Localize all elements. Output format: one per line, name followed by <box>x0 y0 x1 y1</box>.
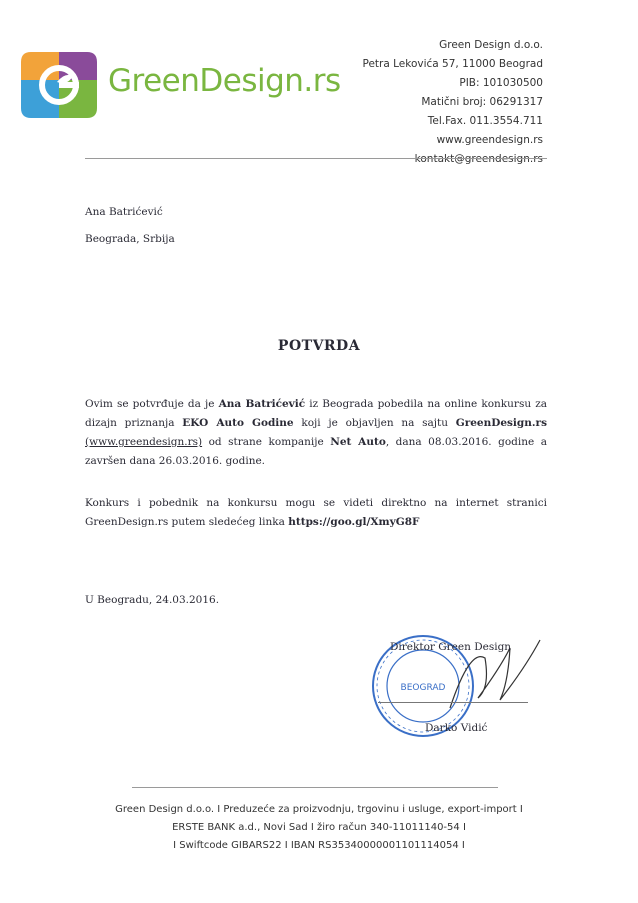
company-website: www.greendesign.rs <box>436 134 543 146</box>
signature-line <box>378 702 528 703</box>
body-paragraph-2 <box>85 494 547 532</box>
body-paragraph-1 <box>85 395 547 471</box>
site-link[interactable]: (www.greendesign.rs) <box>85 436 203 448</box>
company-registration: Matični broj: 06291317 <box>421 96 543 108</box>
document-title: POTVRDA <box>277 338 361 354</box>
brand-name: GreenDesign.rs <box>108 63 341 99</box>
footer-line-2: ERSTE BANK a.d., Novi Sad I žiro račun 340-11011140-54 I <box>172 822 466 833</box>
p1-text-4: od strane kompanije <box>202 436 331 448</box>
company-pib: PIB: 101030500 <box>459 77 543 89</box>
footer-divider <box>132 787 498 788</box>
recipient-block <box>85 206 175 260</box>
p1-text-1: Ovim se potvrđuje da je <box>85 398 219 410</box>
p1-text-3: koji je objavljen na sajtu <box>293 417 456 429</box>
p1-site: GreenDesign.rs <box>455 417 547 429</box>
p2-text-1: Konkurs i pobednik na konkursu mogu se videti direktno na internet stranici GreenDesign.rs putem sledećeg linka <box>85 497 547 528</box>
contest-link[interactable]: https://goo.gl/XmyG8F <box>288 516 420 528</box>
p1-company: Net Auto <box>330 436 386 448</box>
p1-text-5: , dana 08.03.2016. godine a završen dana 26.03.2016. godine. <box>85 436 547 467</box>
header-divider <box>85 158 547 159</box>
p1-text-2: iz Beograda pobedila na online konkursu za dizajn priznanja <box>85 398 547 429</box>
p1-recipient: Ana Batrićević <box>218 398 306 410</box>
company-address: Petra Lekovića 57, 11000 Beograd <box>362 58 543 70</box>
stamp-text: BEOGRAD <box>400 683 446 693</box>
signatory-title: Direktor Green Design <box>390 641 512 653</box>
recipient-city: Beograda, Srbija <box>85 233 175 245</box>
company-info <box>363 36 544 169</box>
footer-line-1: Green Design d.o.o. I Preduzeće za proizvodnju, trgovinu i usluge, export-import I <box>115 804 523 815</box>
company-phone: Tel.Fax. 011.3554.711 <box>427 115 543 127</box>
greendesign-logo <box>21 52 97 118</box>
footer-line-3: I Swiftcode GIBARS22 I IBAN RS35340000001101114054 I <box>173 840 465 851</box>
footer <box>0 801 638 855</box>
p1-award: EKO Auto Godine <box>182 417 294 429</box>
recipient-name: Ana Batrićević <box>85 206 163 218</box>
date-line: U Beogradu, 24.03.2016. <box>85 594 220 606</box>
signatory-name: Darko Vidić <box>425 722 488 734</box>
company-email: kontakt@greendesign.rs <box>414 153 543 165</box>
company-name: Green Design d.o.o. <box>439 39 543 51</box>
